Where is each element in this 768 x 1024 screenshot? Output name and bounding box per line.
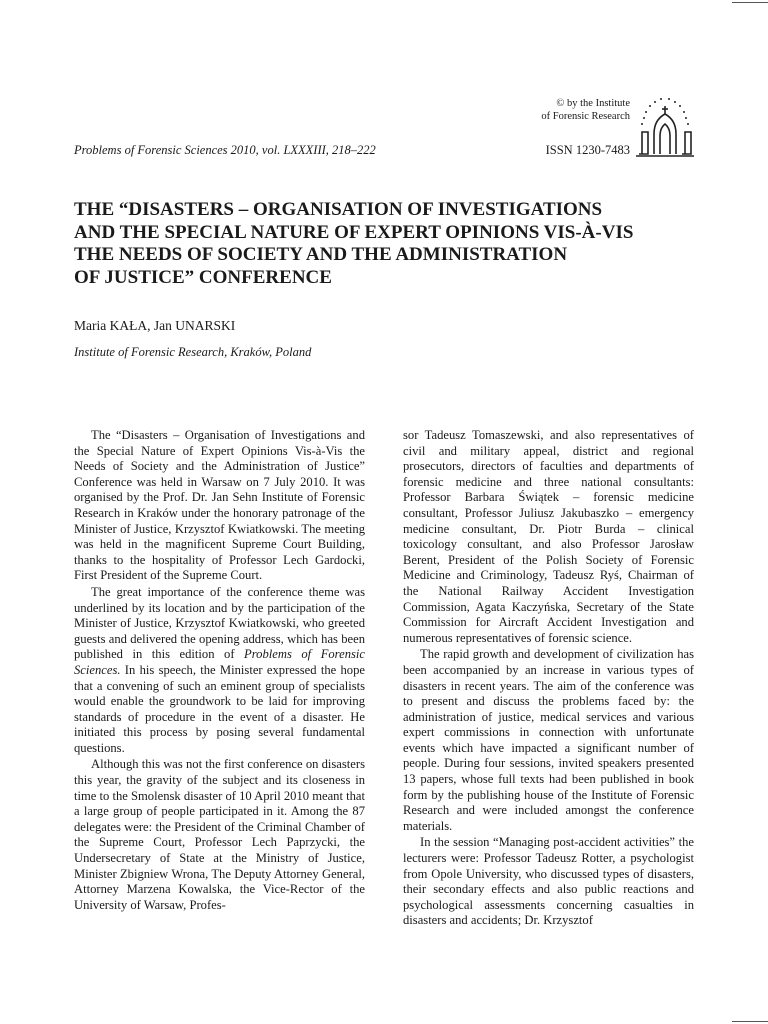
paragraph-2 <box>74 585 365 757</box>
institute-emblem-icon <box>636 96 694 158</box>
paragraph-3-continued: sor Tadeusz Tomaszewski, and also representatives of civil and military appeal, district and regional prosecutors, directors of faculties and departments of forensic medicine and three national consultants: Professor Barbara Świątek – forensic medicine consultant, Professor Juliusz Jakubaszko – emergency medicine consultant, Dr. Piotr Burda – clinical toxicology consultant, and also Professor Jarosław Berent, President of the Polish Society of Forensic Medicine and Criminology, Tadeusz Ryś, Chairman of the National Railway Accident Investigation Commission, Agata Kaczyńska, Secretary of the State Commission for Aircraft Accident Investigation and numerous representatives of forensic science. <box>403 428 694 645</box>
journal-citation: Problems of Forensic Sciences 2010, vol. LXXXIII, 218–222 <box>74 143 376 157</box>
paragraph-2-text-a: The great importance of the conference theme was underlined by its location and by the participation of the Minister of Justice, Krzysztof Kwiatkowski, who greeted guests and delivered the opening address, which has been published in this edition of <box>74 584 365 662</box>
author-names: Maria KAŁA, Jan UNARSKI <box>74 318 236 333</box>
corner-crop-mark-top <box>732 2 768 3</box>
paragraph-1: The “Disasters – Organisation of Investigations and the Special Nature of Expert Opinions Vis-à-Vis the Needs of Society and the Administration of Justice” Conference was held in Warsaw on 7 July 2010. It was organised by the Prof. Dr. Jan Sehn Institute of Forensic Research in Kraków under the honorary patronage of the Minister of Justice, Krzysztof Kwiatkowski. The meeting was held in the magnificent Supreme Court Building, thanks to the hospitality of Professor Lech Gardocki, First President of the Supreme Court. <box>74 428 365 583</box>
paragraph-5: In the session “Managing post-accident activities” the lecturers were: Professor Tadeusz Rotter, a psychologist from Opole University, who discussed types of disasters, their secondary effects and also public reactions and psychological assessments concerning casualties in disasters and accidents; Dr. Krzysztof <box>403 835 694 928</box>
text-column-right <box>403 428 694 929</box>
text-column-left <box>74 428 365 913</box>
article-title <box>74 199 694 289</box>
title-line-4: OF JUSTICE” CONFERENCE <box>74 266 332 288</box>
journal-name-italic: Problems of Forensic Sciences. <box>74 647 365 677</box>
title-line-2: AND THE SPECIAL NATURE OF EXPERT OPINIONS VIS-À-VIS <box>74 221 634 243</box>
copyright-notice <box>541 97 630 123</box>
page-header <box>74 96 694 160</box>
paragraph-4: The rapid growth and development of civilization has been accompanied by an increase in various types of disasters in recent years. The aim of the conference was to present and discuss the problems faced by: the administration of justice, medical services and various expert commissions in connection with unfortunate events which have impacted a significant number of people. During four sessions, invited speakers presented 13 papers, whose full texts had been published in book form by the publishing house of the Institute of Forensic Research and were included amongst the conference materials. <box>403 647 694 833</box>
paragraph-3: Although this was not the first conference on disasters this year, the gravity of the subject and its closeness in time to the Smolensk disaster of 10 April 2010 meant that a large group of people participated in it. Among the 87 delegates were: the President of the Criminal Chamber of the Supreme Court, Professor Lech Paprzycki, the Undersecretary of State at the Ministry of Justice, Minister Zbigniew Wrona, The Deputy Attorney General, Attorney Marzena Kowalska, the Vice-Rector of the University of Warsaw, Profes- <box>74 757 366 912</box>
corner-crop-mark-bottom <box>732 1021 768 1022</box>
title-line-3: THE NEEDS OF SOCIETY AND THE ADMINISTRATION <box>74 244 568 265</box>
title-line-1: THE “DISASTERS – ORGANISATION OF INVESTIGATIONS <box>74 199 603 220</box>
author-affiliation: Institute of Forensic Research, Kraków, Poland <box>74 345 312 359</box>
copyright-line-2: of Forensic Research <box>541 111 630 122</box>
paragraph-2-text-b: In his speech, the Minister expressed the hope that a convening of such an eminent group of specialists would enable the groundwork to be laid for improving standards of procedure in the event of a disaster. He initiated this process by posing several fundamental questions. <box>74 662 365 755</box>
issn-number: ISSN 1230-7483 <box>545 143 630 157</box>
copyright-line-1: © by the Institute <box>556 98 630 109</box>
